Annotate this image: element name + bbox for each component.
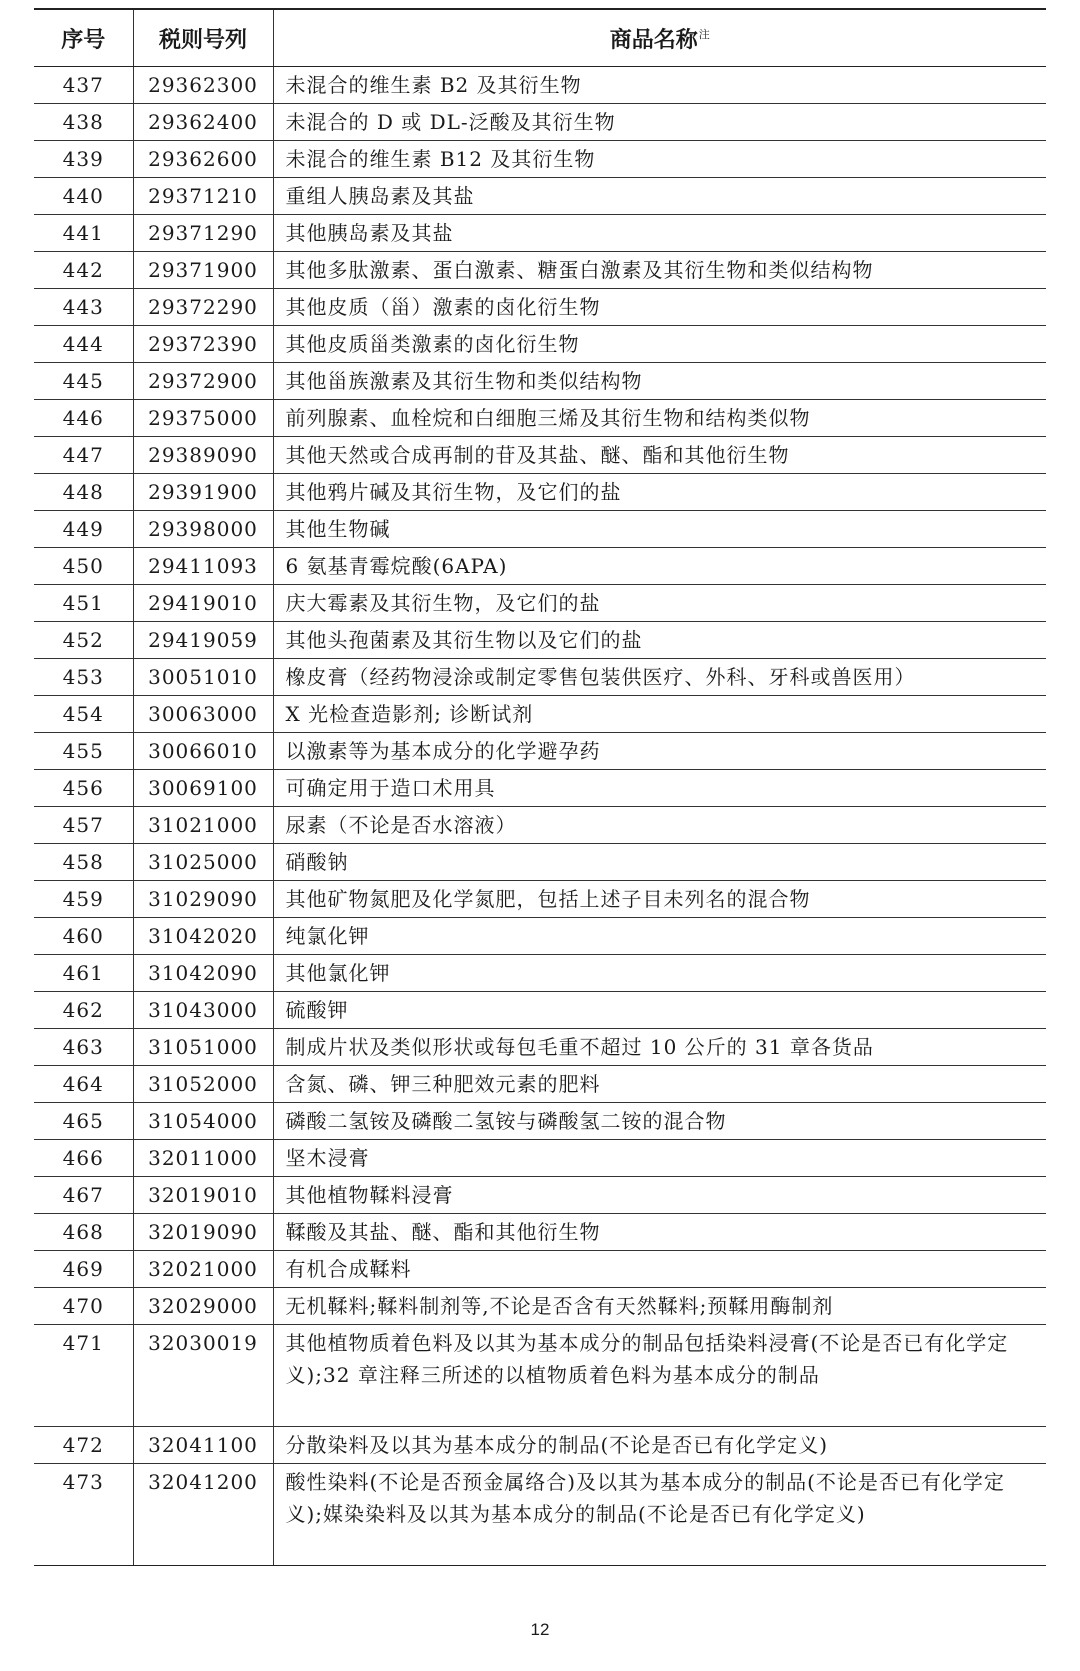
cell-name: 其他胰岛素及其盐 [273, 215, 1046, 252]
cell-code: 31043000 [133, 992, 273, 1029]
cell-name: 庆大霉素及其衍生物，及它们的盐 [273, 585, 1046, 622]
cell-seq: 472 [34, 1427, 133, 1464]
cell-code: 29372900 [133, 363, 273, 400]
cell-name: 其他皮质（甾）激素的卤化衍生物 [273, 289, 1046, 326]
cell-name: 其他天然或合成再制的苷及其盐、醚、酯和其他衍生物 [273, 437, 1046, 474]
cell-name: X 光检查造影剂; 诊断试剂 [273, 696, 1046, 733]
table-row [34, 1251, 1046, 1288]
cell-seq: 441 [34, 215, 133, 252]
cell-name: 硝酸钠 [273, 844, 1046, 881]
cell-code: 29362600 [133, 141, 273, 178]
cell-code: 29419010 [133, 585, 273, 622]
cell-name: 含氮、磷、钾三种肥效元素的肥料 [273, 1066, 1046, 1103]
table-row [34, 1288, 1046, 1325]
cell-code: 32019010 [133, 1177, 273, 1214]
cell-seq: 463 [34, 1029, 133, 1066]
cell-name: 其他头孢菌素及其衍生物以及它们的盐 [273, 622, 1046, 659]
page-number: 12 [530, 1620, 550, 1639]
table-row [34, 437, 1046, 474]
table-row [34, 844, 1046, 881]
cell-seq: 438 [34, 104, 133, 141]
cell-code: 29371900 [133, 252, 273, 289]
cell-code: 32041100 [133, 1427, 273, 1464]
cell-code: 32021000 [133, 1251, 273, 1288]
cell-seq: 458 [34, 844, 133, 881]
cell-name: 其他鸦片碱及其衍生物，及它们的盐 [273, 474, 1046, 511]
cell-code: 29375000 [133, 400, 273, 437]
cell-code: 29371210 [133, 178, 273, 215]
cell-seq: 457 [34, 807, 133, 844]
cell-name: 有机合成鞣料 [273, 1251, 1046, 1288]
cell-seq: 459 [34, 881, 133, 918]
table-row [34, 326, 1046, 363]
cell-seq: 469 [34, 1251, 133, 1288]
cell-code: 32011000 [133, 1140, 273, 1177]
cell-seq: 453 [34, 659, 133, 696]
table-row [34, 1214, 1046, 1251]
table-row [34, 363, 1046, 400]
table-row [34, 67, 1046, 104]
cell-code: 29362400 [133, 104, 273, 141]
cell-name: 以激素等为基本成分的化学避孕药 [273, 733, 1046, 770]
cell-name: 硫酸钾 [273, 992, 1046, 1029]
cell-seq: 450 [34, 548, 133, 585]
table-row [34, 622, 1046, 659]
cell-seq: 443 [34, 289, 133, 326]
cell-seq: 467 [34, 1177, 133, 1214]
cell-seq: 473 [34, 1464, 133, 1566]
table-row [34, 215, 1046, 252]
table-row [34, 807, 1046, 844]
table-row [34, 1427, 1046, 1464]
table-row [34, 1464, 1046, 1566]
cell-seq: 470 [34, 1288, 133, 1325]
header-name-label: 商品名称 [609, 27, 698, 53]
cell-code: 29371290 [133, 215, 273, 252]
table-row [34, 104, 1046, 141]
table-header-row [34, 9, 1046, 67]
cell-seq: 452 [34, 622, 133, 659]
cell-seq: 464 [34, 1066, 133, 1103]
table-row [34, 1103, 1046, 1140]
cell-code: 31025000 [133, 844, 273, 881]
cell-name: 其他皮质甾类激素的卤化衍生物 [273, 326, 1046, 363]
header-seq: 序号 [34, 9, 133, 67]
table-row [34, 252, 1046, 289]
cell-name: 6 氨基青霉烷酸(6APA) [273, 548, 1046, 585]
cell-seq: 454 [34, 696, 133, 733]
cell-name: 其他植物鞣料浸膏 [273, 1177, 1046, 1214]
header-note-mark: 注 [698, 28, 710, 42]
table-row [34, 992, 1046, 1029]
cell-code: 29398000 [133, 511, 273, 548]
cell-seq: 448 [34, 474, 133, 511]
cell-seq: 460 [34, 918, 133, 955]
cell-code: 31052000 [133, 1066, 273, 1103]
cell-code: 30066010 [133, 733, 273, 770]
header-name [273, 9, 1046, 67]
cell-code: 31021000 [133, 807, 273, 844]
cell-seq: 462 [34, 992, 133, 1029]
cell-seq: 471 [34, 1325, 133, 1427]
cell-name: 纯氯化钾 [273, 918, 1046, 955]
cell-name: 其他植物质着色料及以其为基本成分的制品包括染料浸膏(不论是否已有化学定义);32 章注释三所述的以植物质着色料为基本成分的制品 [273, 1325, 1046, 1427]
cell-name: 酸性染料(不论是否预金属络合)及以其为基本成分的制品(不论是否已有化学定义);媒染染料及以其为基本成分的制品(不论是否已有化学定义) [273, 1464, 1046, 1566]
table-row [34, 881, 1046, 918]
cell-seq: 449 [34, 511, 133, 548]
header-code: 税则号列 [133, 9, 273, 67]
cell-code: 29419059 [133, 622, 273, 659]
table-row [34, 955, 1046, 992]
cell-name: 磷酸二氢铵及磷酸二氢铵与磷酸氢二铵的混合物 [273, 1103, 1046, 1140]
cell-code: 32030019 [133, 1325, 273, 1427]
cell-name: 鞣酸及其盐、醚、酯和其他衍生物 [273, 1214, 1046, 1251]
cell-code: 31054000 [133, 1103, 273, 1140]
cell-name: 无机鞣料;鞣料制剂等,不论是否含有天然鞣料;预鞣用酶制剂 [273, 1288, 1046, 1325]
cell-name: 未混合的维生素 B12 及其衍生物 [273, 141, 1046, 178]
cell-seq: 451 [34, 585, 133, 622]
cell-seq: 439 [34, 141, 133, 178]
table-row [34, 511, 1046, 548]
cell-name: 其他氯化钾 [273, 955, 1046, 992]
cell-code: 31029090 [133, 881, 273, 918]
cell-code: 31042090 [133, 955, 273, 992]
cell-code: 30051010 [133, 659, 273, 696]
cell-seq: 465 [34, 1103, 133, 1140]
cell-name: 尿素（不论是否水溶液） [273, 807, 1046, 844]
cell-name: 前列腺素、血栓烷和白细胞三烯及其衍生物和结构类似物 [273, 400, 1046, 437]
table-row [34, 696, 1046, 733]
table-row [34, 659, 1046, 696]
cell-code: 30069100 [133, 770, 273, 807]
cell-code: 29362300 [133, 67, 273, 104]
cell-code: 30063000 [133, 696, 273, 733]
table-row [34, 1325, 1046, 1427]
table-row [34, 1029, 1046, 1066]
cell-name: 其他生物碱 [273, 511, 1046, 548]
cell-code: 29372390 [133, 326, 273, 363]
cell-seq: 440 [34, 178, 133, 215]
cell-name: 其他矿物氮肥及化学氮肥，包括上述子目未列名的混合物 [273, 881, 1046, 918]
cell-name: 其他甾族激素及其衍生物和类似结构物 [273, 363, 1046, 400]
tariff-table [34, 8, 1046, 1566]
cell-code: 32029000 [133, 1288, 273, 1325]
cell-name: 坚木浸膏 [273, 1140, 1046, 1177]
table-body [34, 67, 1046, 1566]
cell-seq: 456 [34, 770, 133, 807]
cell-code: 29389090 [133, 437, 273, 474]
cell-seq: 455 [34, 733, 133, 770]
cell-code: 31051000 [133, 1029, 273, 1066]
table-row [34, 918, 1046, 955]
cell-code: 31042020 [133, 918, 273, 955]
cell-name: 未混合的 D 或 DL-泛酸及其衍生物 [273, 104, 1046, 141]
cell-seq: 468 [34, 1214, 133, 1251]
cell-seq: 445 [34, 363, 133, 400]
cell-seq: 444 [34, 326, 133, 363]
table-row [34, 289, 1046, 326]
cell-name: 重组人胰岛素及其盐 [273, 178, 1046, 215]
cell-seq: 446 [34, 400, 133, 437]
cell-seq: 437 [34, 67, 133, 104]
cell-code: 32019090 [133, 1214, 273, 1251]
table-row [34, 1140, 1046, 1177]
cell-name: 分散染料及以其为基本成分的制品(不论是否已有化学定义) [273, 1427, 1046, 1464]
table-row [34, 178, 1046, 215]
cell-seq: 461 [34, 955, 133, 992]
cell-name: 可确定用于造口术用具 [273, 770, 1046, 807]
table-row [34, 733, 1046, 770]
cell-name: 橡皮膏（经药物浸涂或制定零售包装供医疗、外科、牙科或兽医用） [273, 659, 1046, 696]
cell-code: 29372290 [133, 289, 273, 326]
cell-code: 32041200 [133, 1464, 273, 1566]
table-row [34, 400, 1046, 437]
cell-seq: 442 [34, 252, 133, 289]
table-row [34, 770, 1046, 807]
cell-code: 29391900 [133, 474, 273, 511]
cell-code: 29411093 [133, 548, 273, 585]
table-row [34, 585, 1046, 622]
table-row [34, 1066, 1046, 1103]
cell-name: 未混合的维生素 B2 及其衍生物 [273, 67, 1046, 104]
table-row [34, 548, 1046, 585]
table-row [34, 1177, 1046, 1214]
cell-name: 其他多肽激素、蛋白激素、糖蛋白激素及其衍生物和类似结构物 [273, 252, 1046, 289]
table-row [34, 141, 1046, 178]
cell-seq: 447 [34, 437, 133, 474]
cell-name: 制成片状及类似形状或每包毛重不超过 10 公斤的 31 章各货品 [273, 1029, 1046, 1066]
table-row [34, 474, 1046, 511]
cell-seq: 466 [34, 1140, 133, 1177]
